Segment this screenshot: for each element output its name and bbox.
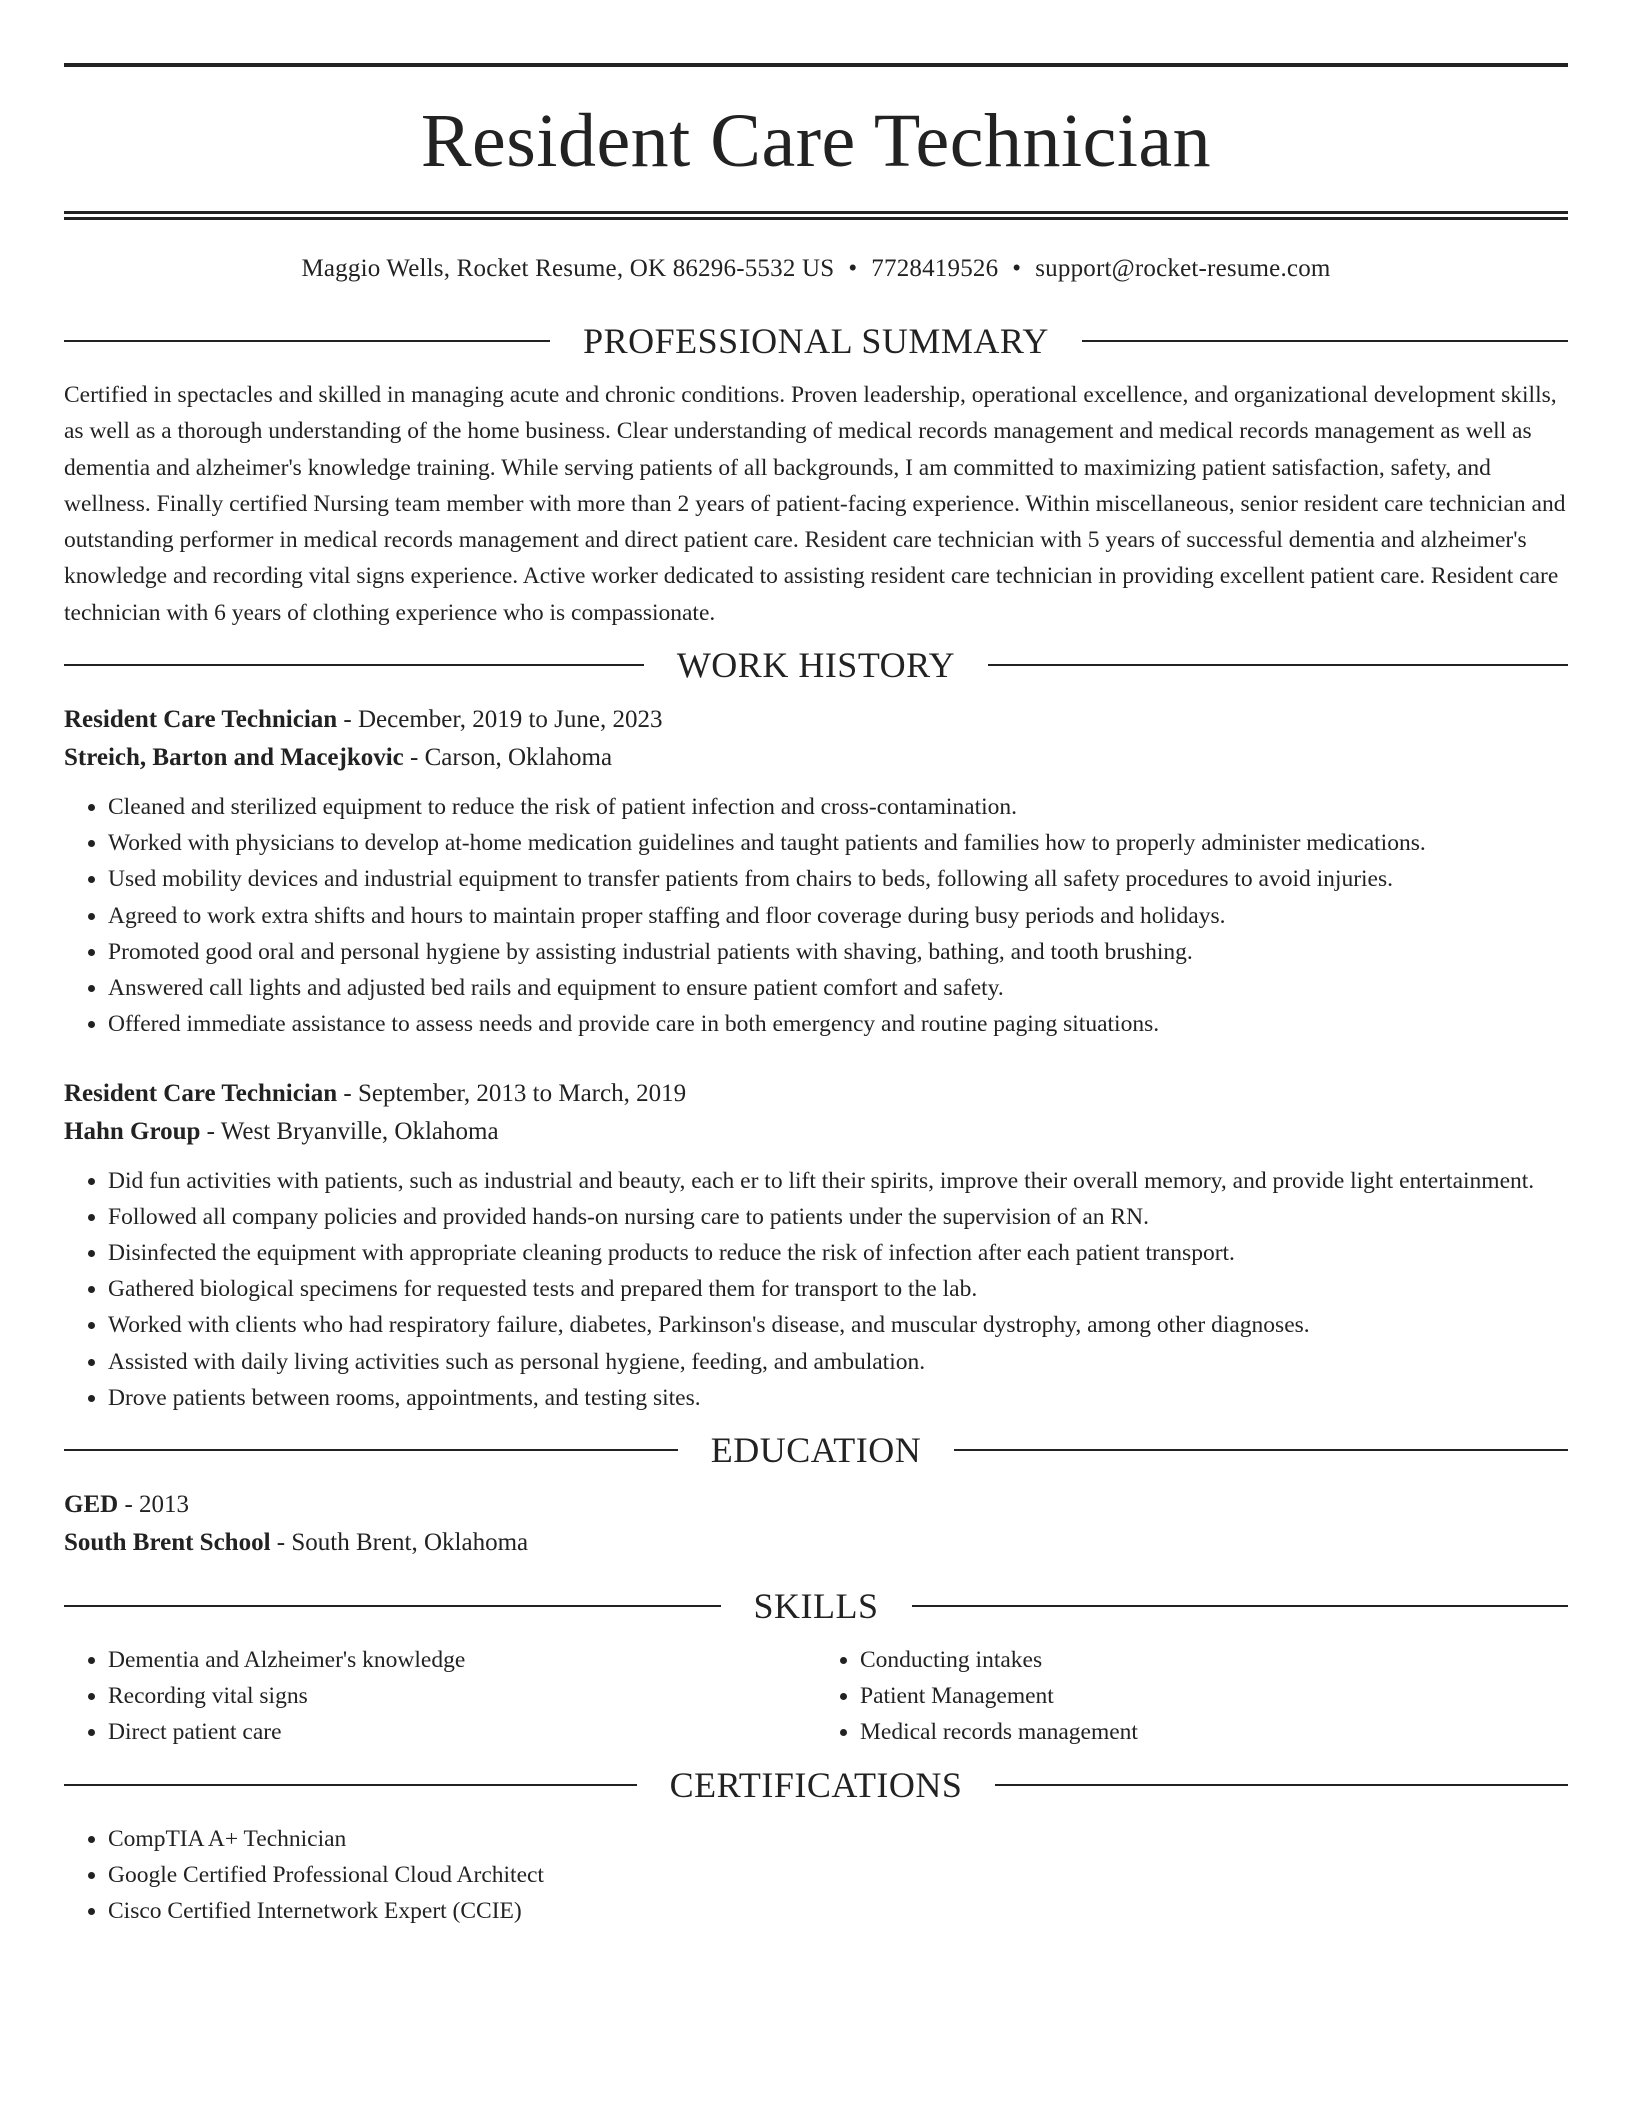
- job-bullets: [64, 1163, 1568, 1416]
- contact-separator: •: [848, 255, 858, 282]
- contact-phone: 7728419526: [871, 255, 999, 282]
- heading-rule-right: [988, 664, 1568, 666]
- job-company: Hahn Group: [64, 1117, 201, 1145]
- heading-rule-right: [912, 1605, 1569, 1607]
- work-heading: WORK HISTORY: [676, 645, 956, 686]
- contact-address: Maggio Wells, Rocket Resume, OK 86296-5532 US: [301, 255, 835, 282]
- heading-rule-left: [64, 1784, 637, 1786]
- job-bullet: • Cleaned and sterilized equipment to reduce the risk of patient infection and cross-contamination.: [108, 789, 1568, 825]
- job-title-line: [64, 1075, 1568, 1113]
- job-bullet: • Used mobility devices and industrial equipment to transfer patients from chairs to beds, following all safety procedures to avoid injuries.: [108, 861, 1568, 897]
- heading-rule-left: [64, 664, 644, 666]
- skill-item: • Medical records management: [860, 1714, 1568, 1750]
- skills-section-heading: [64, 1586, 1568, 1626]
- job-company: Streich, Barton and Macejkovic: [64, 744, 404, 772]
- certifications-list: [64, 1821, 1568, 1930]
- job-bullet: • Offered immediate assistance to assess needs and provide care in both emergency and routine paging situations.: [108, 1006, 1568, 1042]
- top-rule: [64, 63, 1568, 67]
- job-dates: - September, 2013 to March, 2019: [337, 1079, 687, 1107]
- certification-item: • Cisco Certified Internetwork Expert (CCIE): [108, 1893, 1568, 1929]
- education-location: - South Brent, Oklahoma: [270, 1528, 529, 1556]
- education-entry: [64, 1486, 1568, 1562]
- job-bullet: • Agreed to work extra shifts and hours to maintain proper staffing and floor coverage during busy periods and holidays.: [108, 898, 1568, 934]
- education-degree: GED: [64, 1490, 119, 1518]
- education-school: South Brent School: [64, 1528, 271, 1556]
- work-section-heading: [64, 645, 1568, 685]
- resume-title: Resident Care Technician: [420, 99, 1212, 183]
- education-school-line: [64, 1524, 1568, 1562]
- title-double-rule: [64, 211, 1568, 220]
- job-company-line: [64, 1113, 1568, 1151]
- education-year: - 2013: [118, 1490, 190, 1518]
- education-section-heading: [64, 1430, 1568, 1470]
- job-bullet: • Followed all company policies and provided hands-on nursing care to patients under the supervision of an RN.: [108, 1199, 1568, 1235]
- certification-item: • Google Certified Professional Cloud Architect: [108, 1857, 1568, 1893]
- contact-line: [64, 254, 1568, 284]
- skill-item: • Dementia and Alzheimer's knowledge: [108, 1642, 816, 1678]
- job-bullets: [64, 789, 1568, 1042]
- job-bullet: • Promoted good oral and personal hygiene by assisting industrial patients with shaving, bathing, and tooth brushing.: [108, 934, 1568, 970]
- job-location: - West Bryanville, Oklahoma: [200, 1117, 499, 1145]
- certification-item: • CompTIA A+ Technician: [108, 1821, 1568, 1857]
- certifications-heading: CERTIFICATIONS: [669, 1764, 963, 1805]
- summary-heading: PROFESSIONAL SUMMARY: [583, 321, 1049, 361]
- skills-heading: SKILLS: [753, 1585, 879, 1626]
- heading-rule-left: [64, 340, 550, 342]
- job-company-line: [64, 739, 1568, 777]
- skills-grid: [64, 1642, 1568, 1751]
- job-bullet: • Did fun activities with patients, such as industrial and beauty, each er to lift their spirits, improve their overall memory, and provide light entertainment.: [108, 1163, 1568, 1199]
- job-entry: [64, 701, 1568, 1042]
- job-title: Resident Care Technician: [64, 1079, 338, 1107]
- heading-rule-right: [954, 1449, 1568, 1451]
- skills-list-right: [816, 1642, 1568, 1751]
- skill-item: • Recording vital signs: [108, 1678, 816, 1714]
- summary-section-heading: [64, 321, 1568, 361]
- contact-email: support@rocket-resume.com: [1035, 255, 1331, 282]
- contact-separator: •: [1012, 255, 1022, 282]
- skill-item: • Patient Management: [860, 1678, 1568, 1714]
- certifications-section-heading: [64, 1765, 1568, 1805]
- education-heading: EDUCATION: [710, 1429, 922, 1470]
- job-dates: - December, 2019 to June, 2023: [337, 706, 663, 734]
- job-entry: [64, 1075, 1568, 1416]
- education-degree-line: [64, 1486, 1568, 1524]
- skills-list-left: [64, 1642, 816, 1751]
- skill-item: • Conducting intakes: [860, 1642, 1568, 1678]
- summary-text: Certified in spectacles and skilled in managing acute and chronic conditions. Proven leadership, operational excellence, and organizational development skills, as well as a thorough understanding of the home business. Clear understanding of medical records management and medical records management as well as dementia and alzheimer's knowledge training. While serving patients of all backgrounds, I am committed to maximizing patient satisfaction, safety, and wellness. Finally certified Nursing team member with more than 2 years of patient-facing experience. Within miscellaneous, senior resident care technician and outstanding performer in medical records management and direct patient care. Resident care technician with 5 years of successful dementia and alzheimer's knowledge and recording vital signs experience. Active worker dedicated to assisting resident care technician in providing excellent patient care. Resident care technician with 6 years of clothing experience who is compassionate.: [64, 382, 1566, 626]
- job-bullet: • Worked with clients who had respiratory failure, diabetes, Parkinson's disease, and muscular dystrophy, among other diagnoses.: [108, 1307, 1568, 1343]
- job-bullet: • Drove patients between rooms, appointments, and testing sites.: [108, 1380, 1568, 1416]
- job-bullet: • Gathered biological specimens for requested tests and prepared them for transport to the lab.: [108, 1271, 1568, 1307]
- heading-rule-right: [1082, 340, 1568, 342]
- skill-item: • Direct patient care: [108, 1714, 816, 1750]
- job-bullet: • Assisted with daily living activities such as personal hygiene, feeding, and ambulation.: [108, 1344, 1568, 1380]
- heading-rule-right: [995, 1784, 1568, 1786]
- job-title-line: [64, 701, 1568, 739]
- heading-rule-left: [64, 1449, 678, 1451]
- heading-rule-left: [64, 1605, 721, 1607]
- job-title: Resident Care Technician: [64, 706, 338, 734]
- job-bullet: • Worked with physicians to develop at-home medication guidelines and taught patients and families how to properly administer medications.: [108, 825, 1568, 861]
- job-location: - Carson, Oklahoma: [403, 744, 613, 772]
- job-bullet: • Answered call lights and adjusted bed rails and equipment to ensure patient comfort and safety.: [108, 970, 1568, 1006]
- job-bullet: • Disinfected the equipment with appropriate cleaning products to reduce the risk of infection after each patient transport.: [108, 1235, 1568, 1271]
